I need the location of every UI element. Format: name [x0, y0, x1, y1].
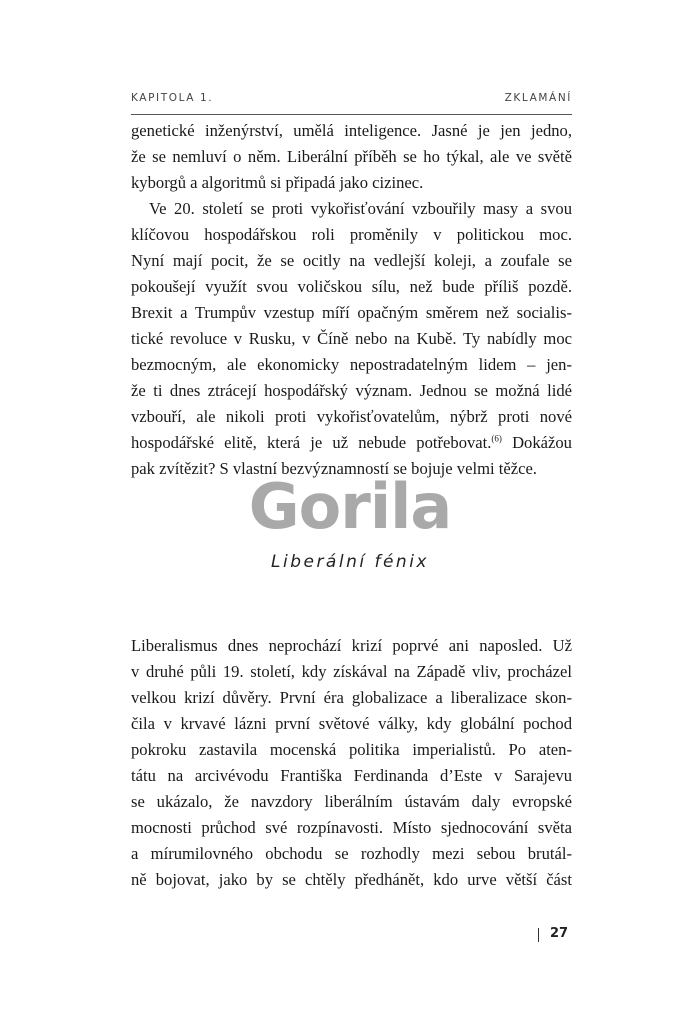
- text-line: že se nemluví o něm. Liberální příběh se ho týkal, ale ve světě: [131, 147, 572, 166]
- text-line: že ti dnes ztrácejí hospodářský význam. Jednou se možná lidé: [131, 381, 572, 400]
- text-line: se ukázalo, že navzdory liberálním ústavám daly evropské: [131, 792, 572, 811]
- text-line: pokoušejí využít svou voličskou sílu, než bude příliš pozdě.: [131, 277, 572, 296]
- chapter-label: KAPITOLA 1.: [131, 92, 214, 104]
- text-segment: hospodářské elitě, která je už nebude potřebovat.: [131, 433, 492, 452]
- text-line: pak zvítězit? S vlastní bezvýznamností se bojuje velmi těžce.: [131, 459, 537, 478]
- text-line: velkou krizí důvěry. První éra globalizace a liberalizace skon-: [131, 688, 572, 707]
- text-line: ně bojovat, jako by se chtěly předhánět, kdo urve větší část: [131, 870, 572, 889]
- text-line: Nyní mají pocit, že se ocitly na vedlejší koleji, a zoufale se: [131, 251, 572, 270]
- text-line: kyborgů a algoritmů si připadá jako cizinec.: [131, 173, 424, 192]
- header-rule: [131, 114, 572, 115]
- text-line: v druhé půli 19. století, kdy získával na Západě vliv, procházel: [131, 662, 572, 681]
- paragraph-1: [131, 118, 572, 196]
- text-line: tátu na arcivévodu Františka Ferdinanda d’Este v Sarajevu: [131, 766, 572, 785]
- text-line: klíčovou hospodářskou roli proměnily v politickou moc.: [131, 225, 572, 244]
- text-line: tické revoluce v Rusku, v Číně nebo na Kubě. Ty nabídly moc: [131, 329, 572, 348]
- text-line: čila v krvavé lázni první světové války, kdy globální pochod: [131, 714, 572, 733]
- text-line: a mírumilovného obchodu se rozhodly mezi sebou brutál-: [131, 844, 572, 863]
- section-label: ZKLAMÁNÍ: [504, 92, 572, 104]
- text-line: [131, 430, 572, 456]
- text-line: vzbouří, ale nikoli proti vykořisťovatelům, nýbrž proti nové: [131, 407, 572, 426]
- text-line: Brexit a Trumpův vzestup míří opačným směrem než socialis-: [131, 303, 572, 322]
- paragraph-2: [131, 196, 572, 482]
- footnote-reference[interactable]: (6): [491, 433, 502, 444]
- text-line: bezmocným, ale ekonomicky nepostradatelným lidem – jen-: [131, 355, 572, 374]
- paragraph-3: [131, 633, 572, 893]
- page-number-divider: [538, 928, 539, 942]
- text-line: pokroku zastavila mocenská politika imperialistů. Po aten-: [131, 740, 572, 759]
- text-line: Ve 20. století se proti vykořisťování vzbouřily masy a svou: [149, 199, 572, 218]
- text-line: genetické inženýrství, umělá inteligence. Jasné je jen jedno,: [131, 121, 572, 140]
- text-line: Liberalismus dnes neprochází krizí poprvé ani naposled. Už: [131, 636, 572, 655]
- publisher-watermark: Gorila: [248, 470, 452, 543]
- section-title: Liberální fénix: [271, 552, 429, 572]
- page-number: 27: [550, 926, 569, 941]
- text-line: mocnosti průchod své rozpínavosti. Místo sjednocování světa: [131, 818, 572, 837]
- text-segment: Dokážou: [501, 433, 572, 452]
